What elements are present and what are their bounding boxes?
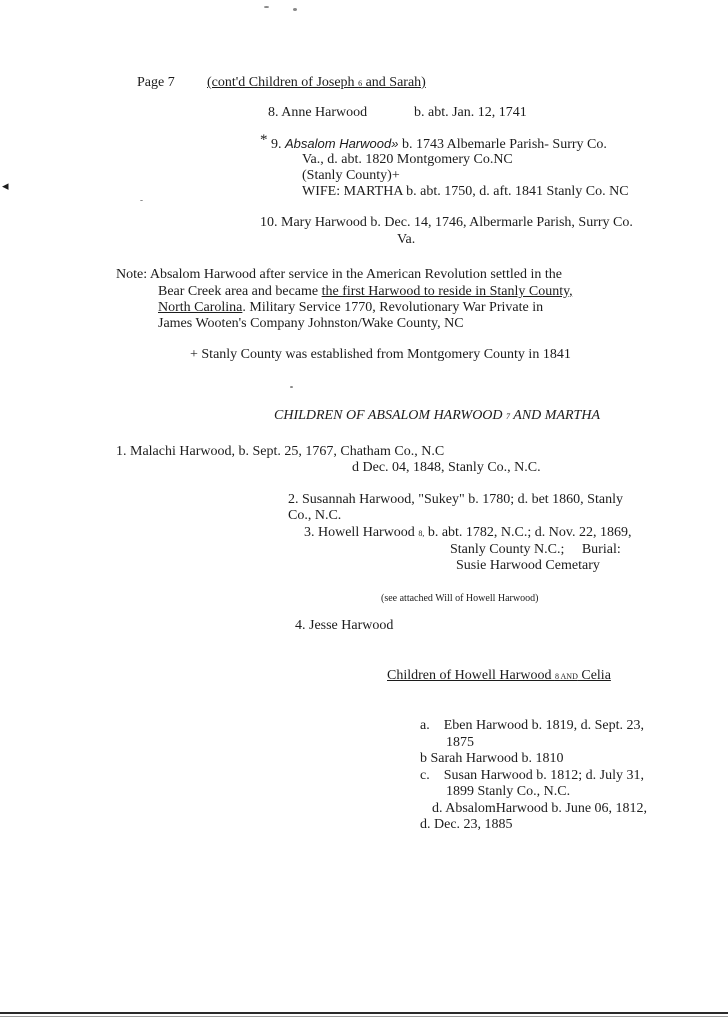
note-line3-underlined: North Carolina: [158, 300, 243, 315]
absalom-child-3-details: b. abt. 1782, N.C.; d. Nov. 22, 1869,: [424, 525, 632, 540]
howell-child-b: b Sarah Harwood b. 1810: [420, 751, 564, 766]
howell-child-a-line1: a. Eben Harwood b. 1819, d. Sept. 23,: [420, 718, 644, 733]
note-line3: [158, 299, 543, 316]
section-heading-howell-children: [387, 667, 619, 685]
child-entry-9-line3: (Stanly County)+: [302, 168, 400, 183]
howell-child-d-line1: d. AbsalomHarwood b. June 06, 1812,: [432, 801, 648, 816]
generation-number: 8,: [418, 529, 425, 538]
child-entry-9-line4: WIFE: MARTHA b. abt. 1750, d. aft. 1841 Stanly Co. NC: [302, 184, 629, 199]
child-entry-8-birth: b. abt. Jan. 12, 1741: [414, 105, 527, 120]
section-heading-absalom-children: [274, 407, 600, 425]
section-heading-text: AND MARTHA: [510, 408, 600, 423]
scan-speck: [140, 200, 143, 201]
absalom-child-1-line2: d Dec. 04, 1848, Stanly Co., N.C.: [352, 460, 541, 475]
child-entry-8-name: 8. Anne Harwood: [268, 105, 368, 120]
absalom-child-3-line3: Susie Harwood Cemetary: [456, 558, 600, 573]
margin-arrow-mark: ◂: [2, 178, 9, 193]
generation-number: 6: [358, 79, 363, 88]
child-entry-9-prefix: 9.: [267, 137, 285, 152]
generation-number: 7: [506, 412, 511, 421]
child-entry-9-name: Absalom Harwood»: [285, 136, 399, 151]
absalom-child-3-text: 3. Howell Harwood: [304, 525, 419, 540]
will-note: (see attached Will of Howell Harwood): [381, 593, 539, 604]
absalom-child-2-line2: Co., N.C.: [288, 508, 342, 523]
page-label: Page 7: [137, 75, 175, 90]
page-title-prefix: (cont'd Children of Joseph: [207, 75, 359, 90]
absalom-child-1-line1: 1. Malachi Harwood, b. Sept. 25, 1767, Chatham Co., N.C: [116, 444, 445, 459]
note-line4: James Wooten's Company Johnston/Wake County, NC: [158, 316, 464, 331]
scan-speck: [293, 8, 297, 11]
note-line2-text: Bear Creek area and became: [158, 284, 322, 299]
note-footnote: + Stanly County was established from Montgomery County in 1841: [190, 347, 571, 362]
scan-speck: [264, 6, 269, 8]
absalom-child-2-line1: 2. Susannah Harwood, "Sukey" b. 1780; d. bet 1860, Stanly: [288, 492, 623, 507]
howell-child-c-line1: c. Susan Harwood b. 1812; d. July 31,: [420, 768, 644, 783]
note-line1: Note: Absalom Harwood after service in the American Revolution settled in the: [116, 267, 562, 282]
child-entry-9-details: b. 1743 Albemarle Parish- Surry Co.: [398, 137, 607, 152]
absalom-child-3-line2: Stanly County N.C.; Burial:: [450, 542, 621, 557]
page-title: [207, 74, 426, 92]
section-heading-text: CHILDREN OF ABSALOM HARWOOD: [274, 408, 507, 423]
section-heading-text: Children of Howell Harwood: [387, 668, 555, 683]
scan-speck: [290, 386, 293, 388]
howell-child-a-line2: 1875: [446, 735, 474, 750]
section-heading-text: Celia: [577, 668, 611, 683]
scan-edge-line: [0, 1012, 728, 1014]
absalom-child-4: 4. Jesse Harwood: [295, 618, 394, 633]
page-title-suffix: and Sarah): [362, 75, 426, 90]
note-line2-underlined: the first Harwood to reside in Stanly County,: [321, 284, 573, 299]
child-entry-10-line2: Va.: [397, 232, 416, 247]
generation-number: 8 AND: [554, 672, 578, 681]
child-entry-10-line1: 10. Mary Harwood b. Dec. 14, 1746, Albermarle Parish, Surry Co.: [260, 215, 633, 230]
note-line2: [158, 283, 573, 300]
note-line3-text: . Military Service 1770, Revolutionary War Private in: [242, 300, 544, 315]
child-entry-9-line2: Va., d. abt. 1820 Montgomery Co.NC: [302, 152, 513, 167]
scan-edge-line: [0, 1016, 728, 1017]
star-marker: *: [260, 132, 268, 148]
absalom-child-3-line1: [304, 524, 631, 542]
howell-child-d-line2: d. Dec. 23, 1885: [420, 817, 513, 832]
howell-child-c-line2: 1899 Stanly Co., N.C.: [446, 784, 571, 799]
